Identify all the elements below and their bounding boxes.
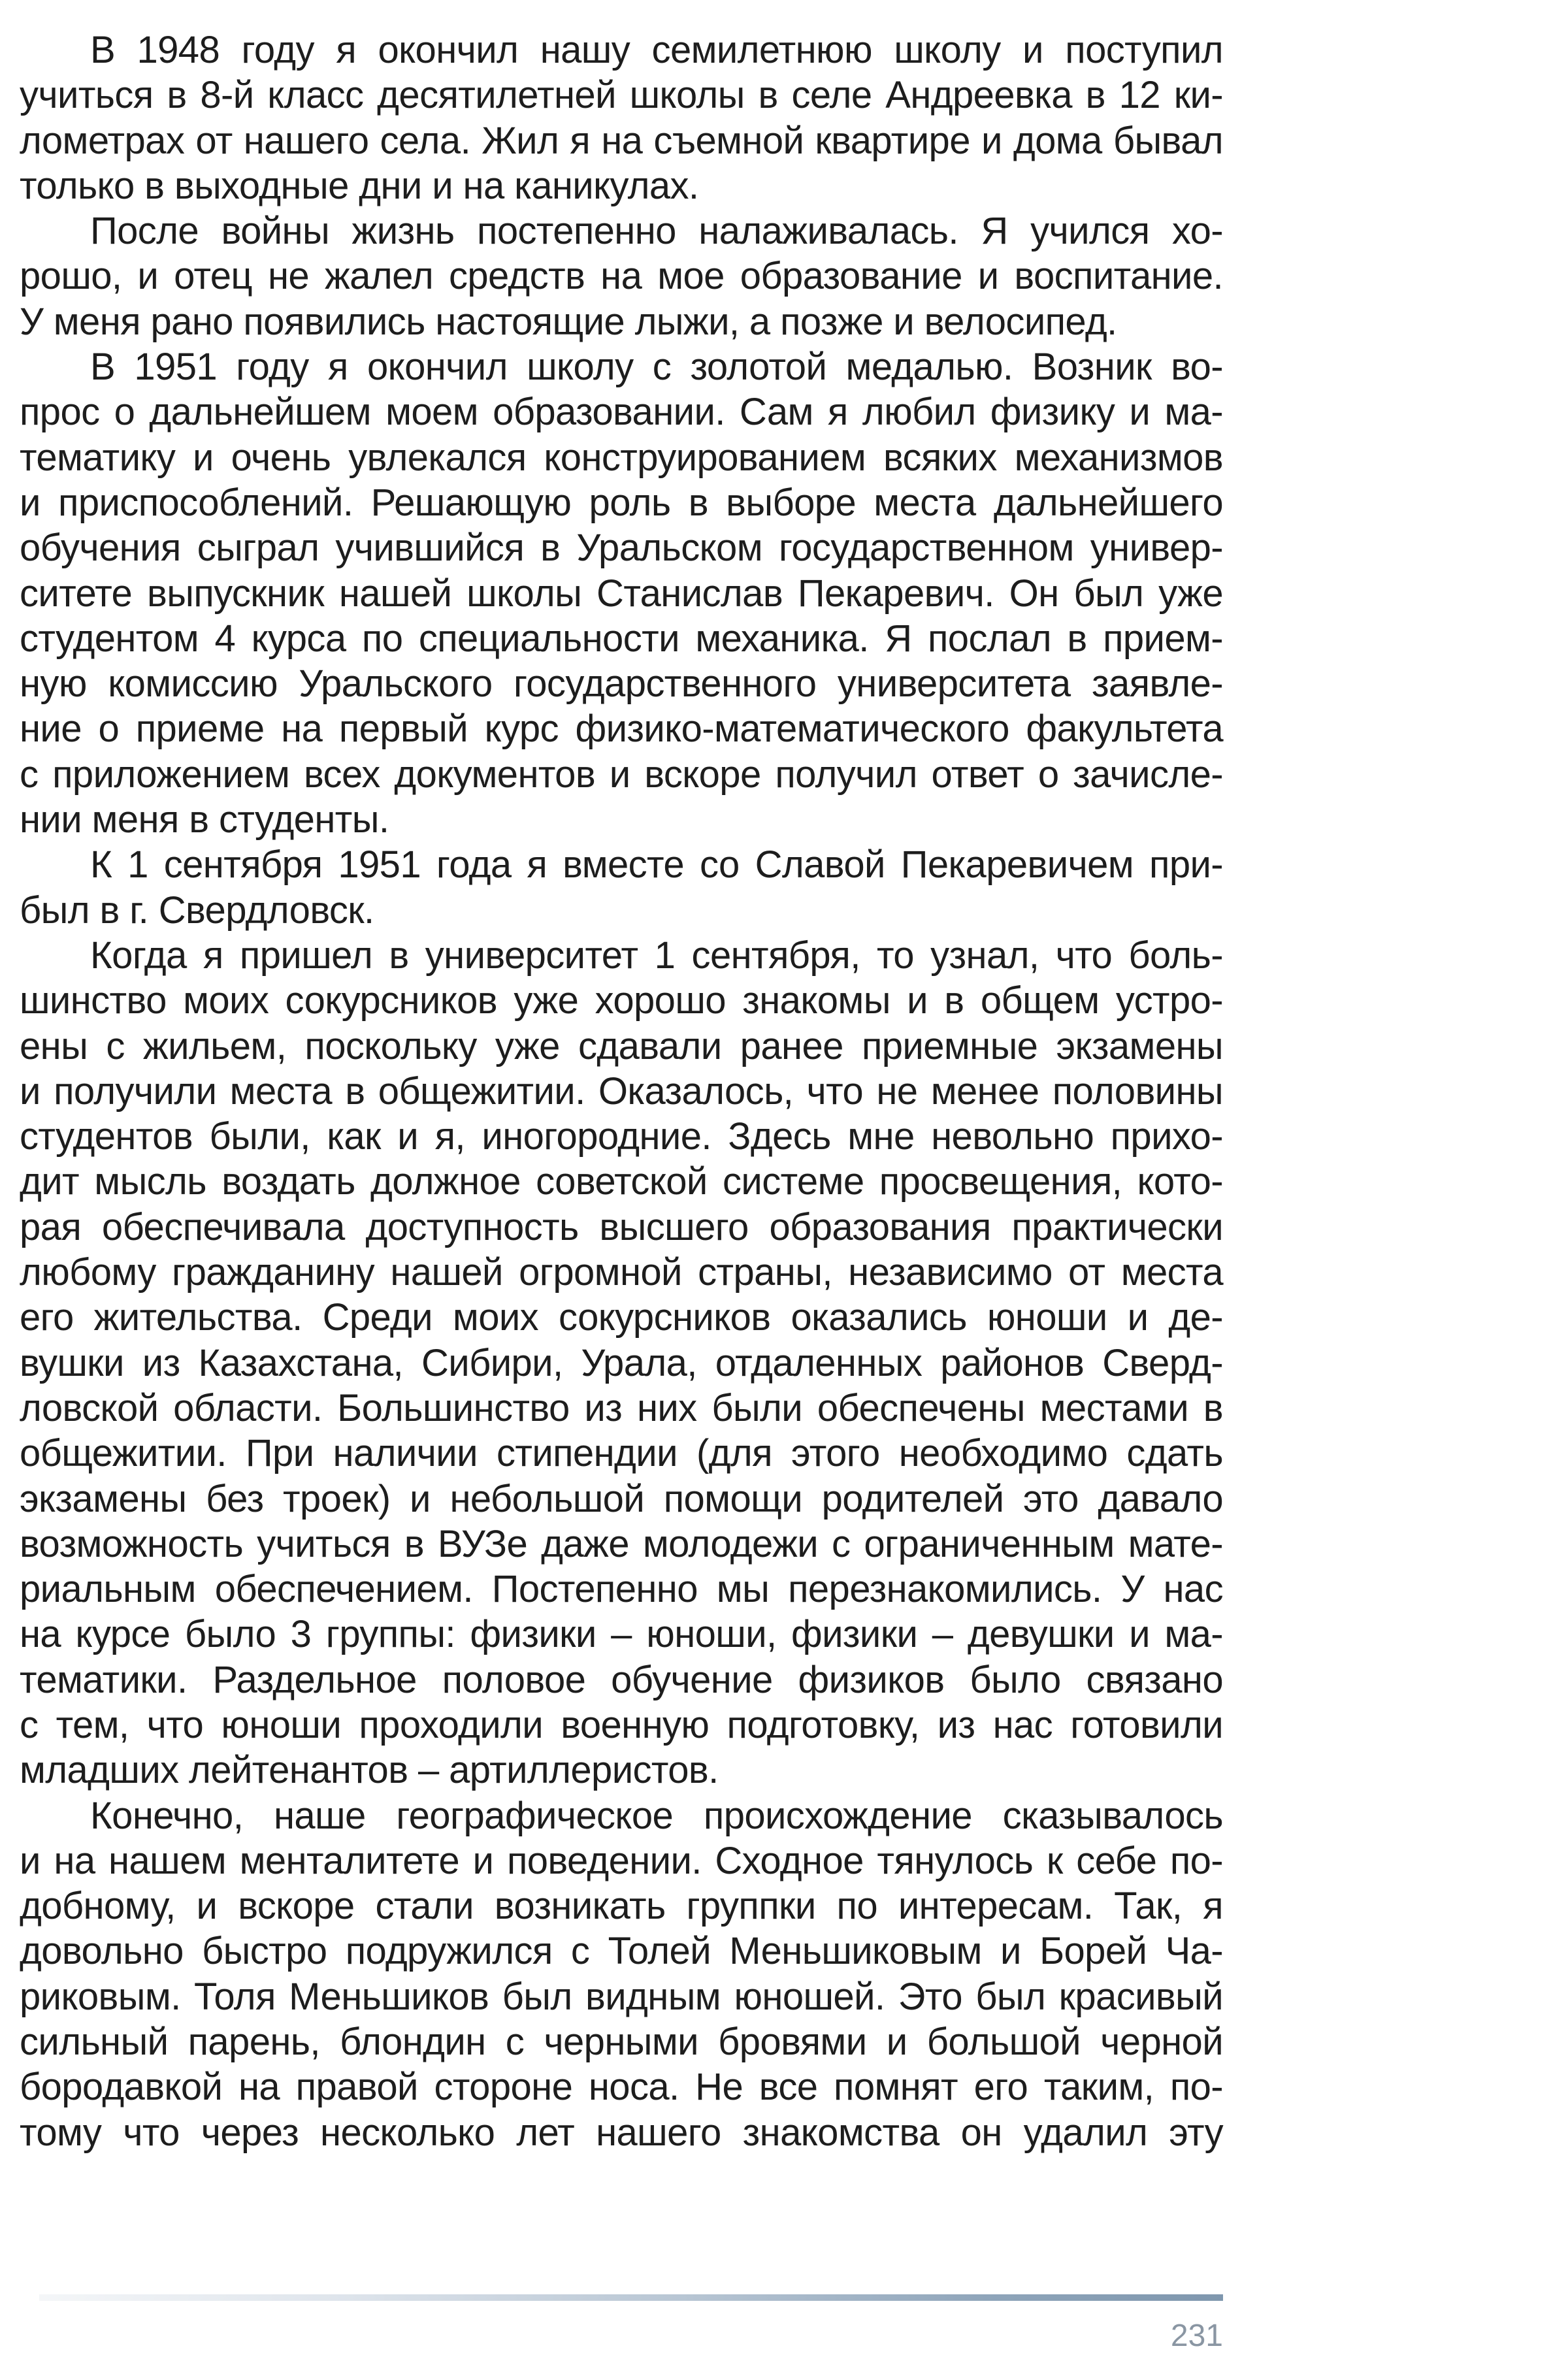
page-number: 231 xyxy=(1170,2318,1223,2353)
text-line: студентов были, как и я, иногородние. Здесь мне невольно прихо- xyxy=(20,1115,1223,1158)
text-line: общежитии. При наличии стипендии (для этого необходимо сдать xyxy=(20,1432,1223,1475)
text-line: лометрах от нашего села. Жил я на съемной квартире и дома бывал xyxy=(20,119,1223,162)
text-line: любому гражданину нашей огромной страны, независимо от места xyxy=(20,1251,1223,1294)
text-line: и приспособлений. Решающую роль в выборе места дальнейшего xyxy=(20,481,1223,524)
text-line: студентом 4 курса по специальности механика. Я послал в прием- xyxy=(20,617,1223,660)
text-line: обучения сыграл учившийся в Уральском государственном универ- xyxy=(20,527,1223,570)
text-line: возможность учиться в ВУЗе даже молодежи с ограниченным мате- xyxy=(20,1522,1223,1565)
text-line: Конечно, наше географическое происхождение сказывалось xyxy=(90,1794,1223,1837)
text-line: на курсе было 3 группы: физики – юноши, физики – девушки и ма- xyxy=(20,1613,1223,1656)
text-line: вушки из Казахстана, Сибири, Урала, отдаленных районов Сверд- xyxy=(20,1341,1223,1384)
text-line: нии меня в студенты. xyxy=(20,798,389,841)
footer-divider xyxy=(39,2294,1223,2301)
text-line: с приложением всех документов и вскоре получил ответ о зачисле- xyxy=(20,753,1223,796)
text-line: К 1 сентября 1951 года я вместе со Славой Пекаревичем при- xyxy=(90,843,1223,887)
text-line: рошо, и отец не жалел средств на мое образование и воспитание. xyxy=(20,255,1223,298)
text-line: ловской области. Большинство из них были обеспечены местами в xyxy=(20,1386,1223,1429)
text-line: учиться в 8-й класс десятилетней школы в селе Андреевка в 12 ки- xyxy=(20,74,1223,117)
text-line: После войны жизнь постепенно налаживалась. Я учился хо- xyxy=(90,210,1223,253)
text-line: с тем, что юноши проходили военную подготовку, из нас готовили xyxy=(20,1703,1223,1746)
text-line: прос о дальнейшем моем образовании. Сам я любил физику и ма- xyxy=(20,391,1223,434)
text-line: довольно быстро подружился с Толей Меньшиковым и Борей Ча- xyxy=(20,1930,1223,1973)
text-line: ситете выпускник нашей школы Станислав Пекаревич. Он был уже xyxy=(20,572,1223,615)
text-line: младших лейтенантов – артиллеристов. xyxy=(20,1749,719,1792)
text-line: ную комиссию Уральского государственного университета заявле- xyxy=(20,662,1223,706)
text-line: и получили места в общежитии. Оказалось, что не менее половины xyxy=(20,1069,1223,1113)
text-line: сильный парень, блондин с черными бровями и большой черной xyxy=(20,2021,1223,2064)
text-line: только в выходные дни и на каникулах. xyxy=(20,164,699,207)
text-line: У меня рано появились настоящие лыжи, а позже и велосипед. xyxy=(20,300,1117,343)
text-line: был в г. Свердловск. xyxy=(20,888,374,932)
text-line: ние о приеме на первый курс физико-математического факультета xyxy=(20,708,1223,751)
text-line: дит мысль воздать должное советской системе просвещения, кото- xyxy=(20,1160,1223,1203)
text-line: тематики. Раздельное половое обучение физиков было связано xyxy=(20,1658,1223,1701)
text-line: ены с жильем, поскольку уже сдавали ранее приемные экзамены xyxy=(20,1024,1223,1067)
body-text xyxy=(20,27,1223,2155)
text-line: риковым. Толя Меньшиков был видным юношей. Это был красивый xyxy=(20,1975,1223,2018)
text-line: добному, и вскоре стали возникать группки по интересам. Так, я xyxy=(20,1885,1223,1928)
text-line: В 1951 году я окончил школу с золотой медалью. Возник во- xyxy=(90,346,1223,389)
text-line: риальным обеспечением. Постепенно мы перезнакомились. У нас xyxy=(20,1568,1223,1611)
text-line: Когда я пришел в университет 1 сентября, то узнал, что боль- xyxy=(90,934,1223,977)
text-line: его жительства. Среди моих сокурсников оказались юноши и де- xyxy=(20,1296,1223,1339)
text-line: тому что через несколько лет нашего знакомства он удалил эту xyxy=(20,2111,1223,2154)
text-line: В 1948 году я окончил нашу семилетнюю школу и поступил xyxy=(90,29,1223,71)
text-line: шинство моих сокурсников уже хорошо знакомы и в общем устро- xyxy=(20,979,1223,1022)
text-line: бородавкой на правой стороне носа. Не все помнят его таким, по- xyxy=(20,2066,1223,2109)
text-line: и на нашем менталитете и поведении. Сходное тянулось к себе по- xyxy=(20,1839,1223,1882)
text-line: экзамены без троек) и небольшой помощи родителей это давало xyxy=(20,1477,1223,1520)
text-line: тематику и очень увлекался конструированием всяких механизмов xyxy=(20,436,1223,479)
text-line: рая обеспечивала доступность высшего образования практически xyxy=(20,1205,1223,1248)
